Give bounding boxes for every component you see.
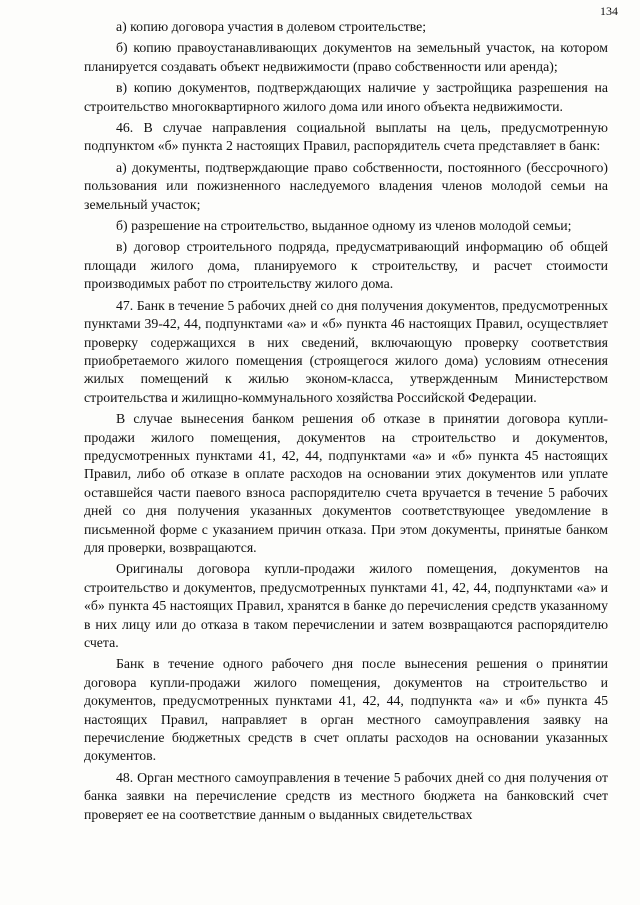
paragraph-subitem-b-land-documents: б) копию правоустанавливающих документов на земельный участок, на котором планируется создавать объект недвижимости (право собственности или аренда); <box>84 40 608 74</box>
paragraph-46: 46. В случае направления социальной выплаты на цель, предусмотренную подпунктом «б» пункта 2 настоящих Правил, распорядитель счета представляет в банк: <box>84 120 608 154</box>
document-body <box>84 18 608 827</box>
paragraph-47-refusal: В случае вынесения банком решения об отказе в принятии договора купли-продажи жилого помещения, документов на строительство и документов, предусмотренных пунктами 41, 42, 44, подпунктами «а» и «б» пункта 45 настоящих Правил, либо об отказе в оплате расходов на основании этих документов или уплате оставшейся части паевого взноса распорядителю счета вручается в течение 5 рабочих дней со дня получения указанных документов соответствующее уведомление в письменной форме с указанием причин отказа. При этом документы, принятые банком для проверки, возвращаются. <box>84 411 608 555</box>
paragraph-48: 48. Орган местного самоуправления в течение 5 рабочих дней со дня получения от банка заявки на перечисление средств из местного бюджета на банковский счет проверяет ее на соответствие данным о выданных свидетельствах <box>84 769 608 822</box>
paragraph-46-subitem-a: а) документы, подтверждающие право собственности, постоянного (бессрочного) пользования или пожизненного наследуемого владения членов молодой семьи на земельный участок; <box>84 159 608 212</box>
paragraph-subitem-v-permit: в) копию документов, подтверждающих наличие у застройщика разрешения на строительство многоквартирного жилого дома или иного объекта недвижимости. <box>84 80 608 114</box>
page-number: 134 <box>600 4 618 18</box>
paragraph-47-bank-request: Банк в течение одного рабочего дня после вынесения решения о принятии договора купли-продажи жилого помещения, документов на строительство и документов, предусмотренных пунктами 41, 42, 44, подпункта «а» и «б» пункта 45 настоящих Правил, направляет в орган местного самоуправления заявку на перечисление бюджетных средств в счет оплаты расходов на основании указанных документов. <box>84 656 608 764</box>
paragraph-47: 47. Банк в течение 5 рабочих дней со дня получения документов, предусмотренных пунктами 39-42, 44, подпунктами «а» и «б» пункта 46 настоящих Правил, осуществляет проверку содержащихся в них сведений, включающую проверку соответствия приобретаемого жилого помещения (строящегося жилого дома) условиям отнесения жилых помещений к жилью эконом-класса, утвержденным Министерством строительства и жилищно-коммунального хозяйства Российской Федерации. <box>84 297 608 405</box>
paragraph-47-originals: Оригиналы договора купли-продажи жилого помещения, документов на строительство и документов, предусмотренных пунктами 41, 42, 44, подпунктами «а» и «б» пункта 45 настоящих Правил, хранятся в банке до перечисления средств указанному в них лицу или до отказа в таком перечислении и затем возвращаются распорядителю счета. <box>84 561 608 650</box>
paragraph-subitem-a-contract: а) копию договора участия в долевом строительстве; <box>116 19 427 34</box>
paragraph-46-subitem-b: б) разрешение на строительство, выданное одному из членов молодой семьи; <box>116 218 572 234</box>
paragraph-46-subitem-v: в) договор строительного подряда, предусматривающий информацию об общей площади жилого дома, планируемого к строительству, и расчет стоимости производимых работ по строительству жилого дома. <box>84 239 608 292</box>
